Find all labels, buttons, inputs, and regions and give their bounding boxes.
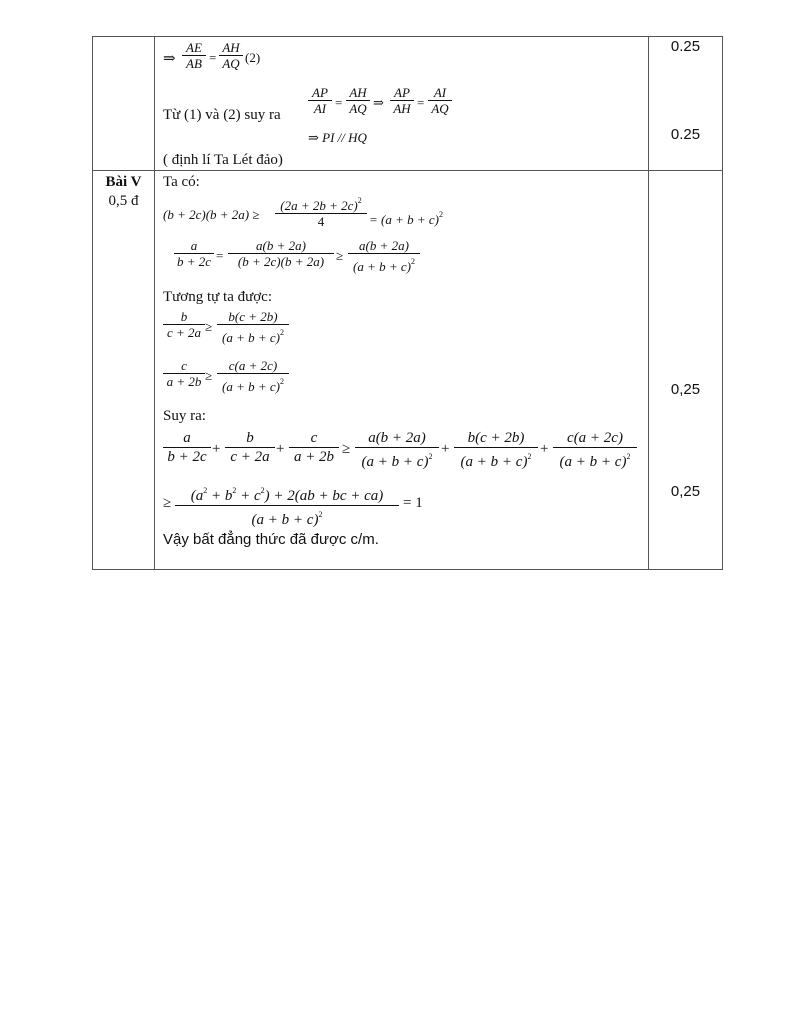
fraction-ah-aq: AH AQ	[219, 40, 243, 71]
final-result: = 1	[403, 495, 423, 511]
score-value: 0.25	[670, 126, 701, 143]
table-row	[93, 37, 723, 171]
therefore-text: Suy ra:	[163, 408, 206, 424]
parallel-conclusion: ⇒ PI // HQ	[308, 130, 367, 145]
geq-sign: ≥	[336, 248, 344, 263]
sum-fraction-c: c a + 2b	[289, 429, 339, 466]
geq-sign: ≥	[163, 495, 172, 511]
answer-table	[92, 36, 723, 570]
plus-sign: +	[540, 441, 549, 457]
inequality-rhs: = $(a + b + c)^2$	[369, 210, 443, 227]
fraction-ap-ah: AP AH	[390, 85, 414, 116]
fraction-ai-aq: AI AQ	[428, 85, 452, 116]
equals-sign: =	[417, 95, 425, 110]
equals-sign: =	[335, 95, 343, 110]
equation-tag: (2)	[245, 50, 261, 65]
conclusion-text: Vậy bất đẳng thức đã được c/m.	[163, 531, 379, 548]
plus-sign: +	[276, 441, 285, 457]
similarly-text: Tương tự ta được:	[163, 289, 272, 305]
equals-sign: =	[216, 248, 224, 263]
fraction-bound-b: b(c + 2b) $(a + b + c)^2$	[217, 309, 289, 345]
final-fraction: $(a^2 + b^2 + c^2) + 2(ab$ + bc + ca) $(a + b + c)^2$	[175, 482, 399, 529]
sum-fraction-b: b c + 2a	[225, 429, 275, 466]
sum-bound-b: b(c + 2b) $(a + b + c)^2$	[454, 429, 538, 471]
sum-bound-a: a(b + 2a) $(a + b + c)^2$	[355, 429, 439, 471]
geq-sign: ≥	[342, 441, 351, 457]
fraction-b-c2a: b c + 2a	[163, 309, 205, 340]
row1-score-cell	[649, 37, 723, 171]
inequality-lhs: (b + 2c)(b + 2a) ≥	[163, 207, 260, 222]
row1-label-cell	[93, 37, 155, 171]
row2-score-cell	[649, 171, 723, 570]
theorem-note: ( định lí Ta Lét đảo)	[163, 152, 283, 168]
score-value: 0,25	[670, 381, 701, 398]
fraction-ah-aq-2: AH AQ	[346, 85, 370, 116]
intro-text: Ta có:	[163, 174, 200, 190]
plus-sign: +	[212, 441, 221, 457]
table-row	[93, 171, 723, 570]
fraction-c-a2b: c a + 2b	[163, 358, 205, 389]
fraction-bound-c: c(a + 2c) $(a + b + c)^2$	[217, 358, 289, 394]
sum-fraction-a: a b + 2c	[163, 429, 211, 466]
implies-symbol: ⇒	[163, 51, 176, 67]
fraction-ae-ab: AE AB	[182, 40, 206, 71]
geq-sign: ≥	[205, 319, 213, 334]
row2-label-cell	[93, 171, 155, 570]
fraction-expanded: a(b + 2a) (b + 2c)(b + 2a)	[228, 238, 334, 269]
fraction-ap-ai: AP AI	[308, 85, 332, 116]
score-value: 0.25	[670, 38, 701, 55]
fraction-a-b2c: a b + 2c	[174, 238, 214, 269]
problem-points: 0,5 đ	[108, 193, 139, 209]
fraction-square-sum: $(2a + 2b + 2c)^2$ 4	[275, 193, 367, 229]
row2-content-cell	[155, 171, 649, 570]
equals-sign: =	[209, 50, 217, 65]
fraction-bound-a: a(b + 2a) $(a + b + c)^2$	[348, 238, 420, 274]
problem-label: Bài V	[105, 174, 142, 190]
row1-content-cell	[155, 37, 649, 171]
plus-sign: +	[441, 441, 450, 457]
score-value: 0,25	[670, 483, 701, 500]
sum-bound-c: c(a + 2c) $(a + b + c)^2$	[553, 429, 637, 471]
derivation-text: Từ (1) và (2) suy ra	[163, 107, 281, 123]
geq-sign: ≥	[205, 368, 213, 383]
implies-symbol: ⇒	[373, 95, 384, 110]
